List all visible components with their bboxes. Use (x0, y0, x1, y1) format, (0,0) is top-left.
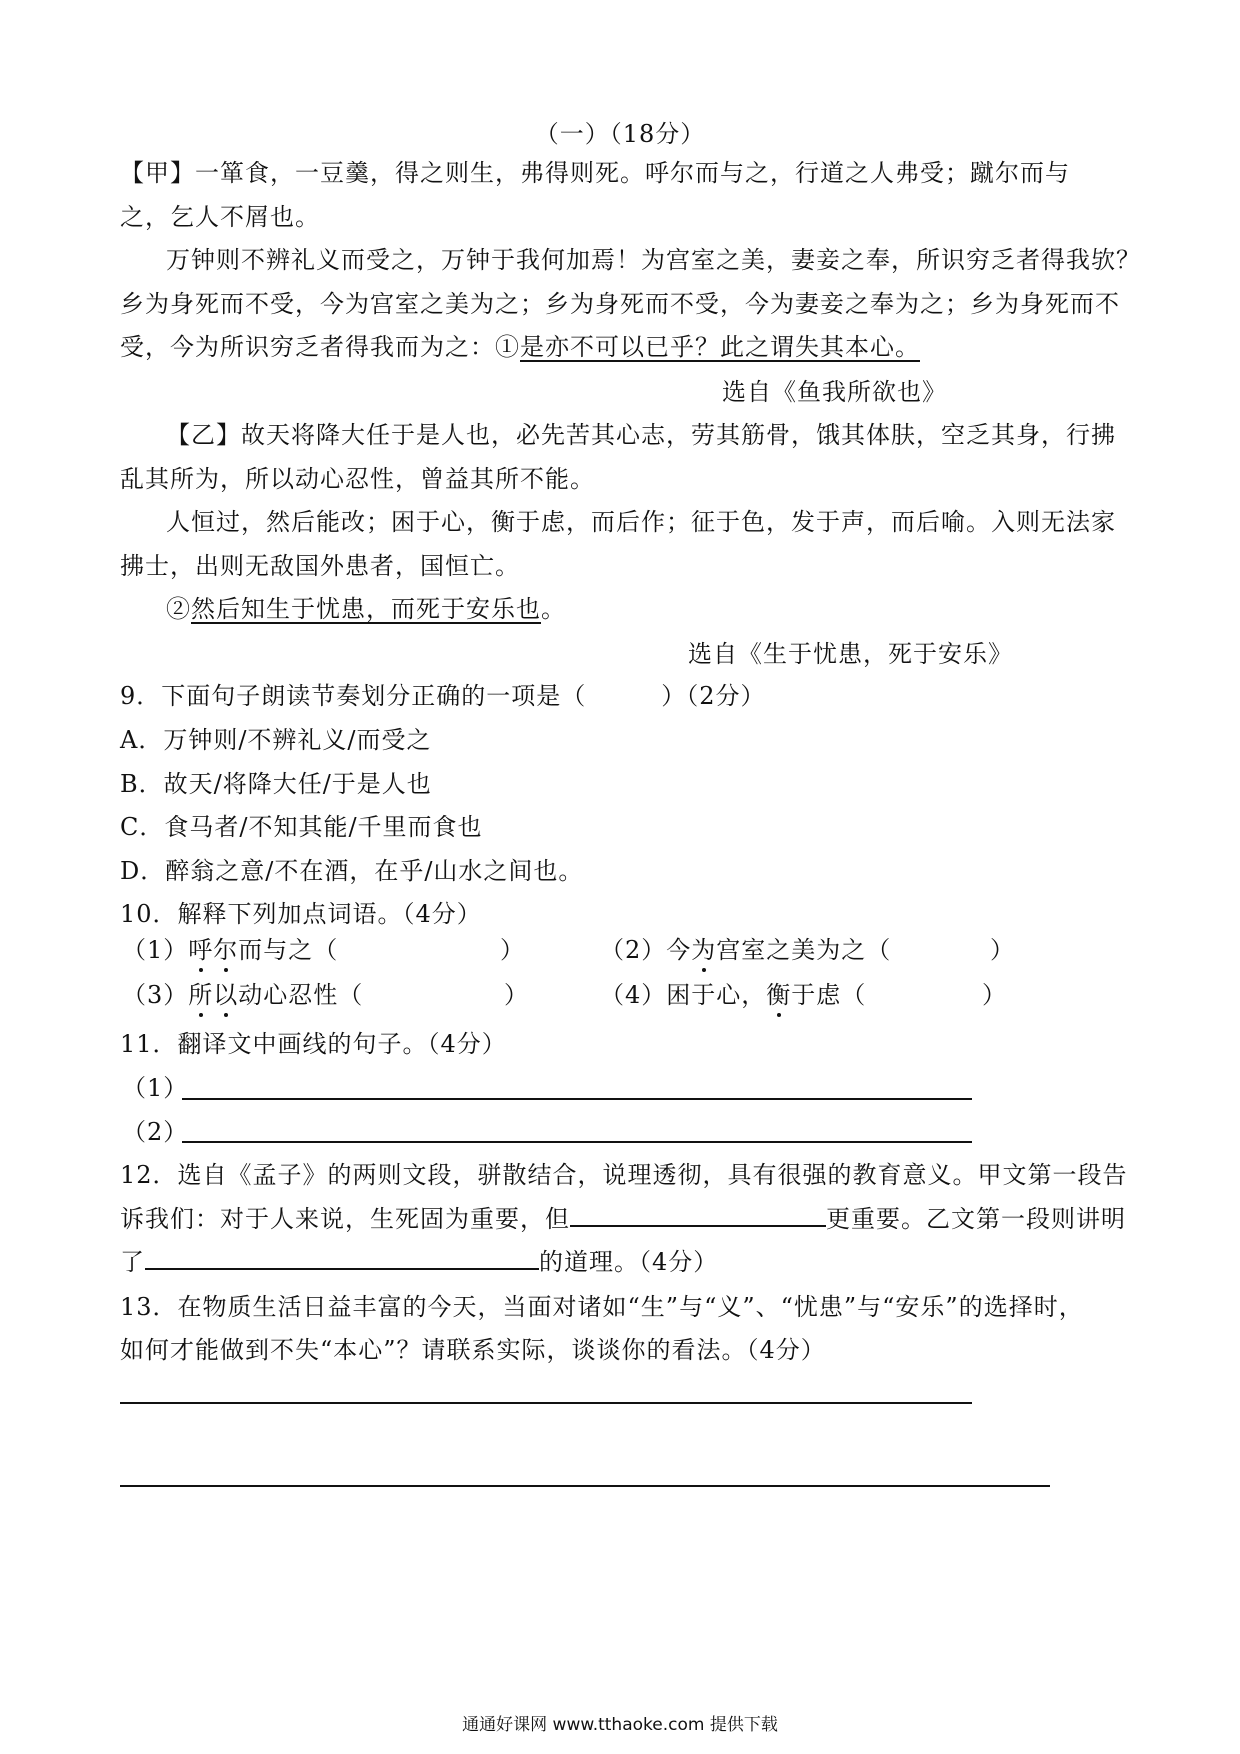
dotted-word: 为 (691, 936, 717, 964)
q12-line (120, 1203, 1126, 1235)
q12-text: 的道理。（4分） (539, 1248, 719, 1276)
q10-item-2-close: ） (990, 936, 1015, 964)
q10-item-2 (600, 934, 891, 966)
dotted-word: 所 (188, 981, 214, 1009)
q12-blank-1[interactable] (570, 1203, 826, 1227)
q9-option-d: D．醉翁之意/不在酒，在乎/山水之间也。 (120, 857, 584, 885)
passage-a-line: 乡为身死而不受，今为宫室之美为之；乡为身死而不受，今为妻妾之奉为之；乡为身死而不 (120, 290, 1120, 318)
q13-answer-line-2[interactable] (120, 1485, 1050, 1487)
passage-a-source: 选自《鱼我所欲也》 (722, 378, 947, 406)
item-number: （4） (600, 981, 667, 1009)
item-number: （1） (122, 936, 189, 964)
q11-answer-line-2[interactable] (182, 1141, 972, 1143)
item-text: 今 (666, 936, 692, 964)
dotted-word: 尔 (213, 936, 239, 964)
passage-a-line: 之，乞人不屑也。 (120, 203, 320, 231)
q13-line: 如何才能做到不失“本心”？请联系实际，谈谈你的看法。（4分） (120, 1336, 826, 1364)
passage-b-line: 乱其所为，所以动心忍性，曾益其所不能。 (120, 465, 595, 493)
q9-stem: 9．下面句子朗读节奏划分正确的一项是（ ）（2分） (120, 682, 766, 710)
q10-item-4-close: ） (982, 981, 1007, 1009)
passage-b-source: 选自《生于忧患，死于安乐》 (688, 640, 1013, 668)
q11-stem: 11．翻译文中画线的句子。（4分） (120, 1030, 507, 1058)
dotted-word: 呼 (188, 936, 214, 964)
item-text: 动心忍性（ (238, 981, 364, 1009)
passage-a-line: 万钟则不辨礼义而受之，万钟于我何加焉！为宫室之美，妻妾之奉，所识穷乏者得我欤？ (166, 246, 1141, 274)
q13-line: 13．在物质生活日益丰富的今天，当面对诸如“生”与“义”、“忧患”与“安乐”的选择时， (120, 1293, 1084, 1321)
item-text: 宫室之美为之（ (716, 936, 892, 964)
dotted-word: 以 (213, 981, 239, 1009)
passage-b-line: 人恒过，然后能改；困于心，衡于虑，而后作；征于色，发于声，而后喻。入则无法家 (166, 508, 1116, 536)
underlined-sentence-2: 然后知生于忧患，而死于安乐也 (191, 595, 541, 623)
q12-text: 诉我们：对于人来说，生死固为重要，但 (120, 1205, 570, 1233)
q10-item-1-close: ） (500, 936, 525, 964)
q10-stem: 10．解释下列加点词语。（4分） (120, 900, 482, 928)
passage-b-line: 拂士，出则无敌国外患者，国恒亡。 (120, 552, 520, 580)
section-heading: （一）（18分） (534, 120, 706, 148)
q12-text: 更重要。乙文第一段则讲明 (826, 1205, 1126, 1233)
passage-b-text: 。 (541, 595, 566, 623)
q9-option-b: B．故天/将降大任/于是人也 (120, 770, 432, 798)
item-text: 于虑（ (791, 981, 867, 1009)
sentence-marker-1: ① (495, 333, 520, 361)
passage-b-line (166, 593, 566, 625)
passage-b-line: 【乙】故天将降大任于是人也，必先苦其心志，劳其筋骨，饿其体肤，空乏其身，行拂 (166, 421, 1116, 449)
q11-label-1: （1） (122, 1074, 189, 1102)
q11-answer-line-1[interactable] (182, 1098, 972, 1100)
item-text: 而与之（ (238, 936, 339, 964)
footer-credit: 通通好课网 www.tthaoke.com 提供下载 (462, 1715, 778, 1735)
q12-line: 12．选自《孟子》的两则文段，骈散结合，说理透彻，具有很强的教育意义。甲文第一段告 (120, 1161, 1128, 1189)
q10-item-4 (600, 979, 866, 1011)
sentence-marker-2: ② (166, 595, 191, 623)
q10-item-3 (122, 979, 363, 1011)
q11-label-2: （2） (122, 1118, 189, 1146)
passage-a-line: 【甲】一箪食，一豆羹，得之则生，弗得则死。呼尔而与之，行道之人弗受；蹴尔而与 (120, 159, 1070, 187)
q9-option-c: C．食马者/不知其能/千里而食也 (120, 813, 483, 841)
q10-item-3-close: ） (504, 981, 529, 1009)
q10-item-1 (122, 934, 338, 966)
q12-text: 了 (120, 1248, 145, 1276)
item-text: 困于心， (666, 981, 767, 1009)
underlined-sentence-1: 是亦不可以已乎？此之谓失其本心。 (520, 333, 920, 361)
dotted-word: 衡 (766, 981, 792, 1009)
passage-a-text: 受，今为所识穷乏者得我而为之： (120, 333, 495, 361)
q12-line (120, 1246, 718, 1278)
q9-option-a: A．万钟则/不辨礼义/而受之 (120, 726, 432, 754)
q13-answer-line-1[interactable] (120, 1402, 972, 1404)
item-number: （3） (122, 981, 189, 1009)
item-number: （2） (600, 936, 667, 964)
q12-blank-2[interactable] (145, 1246, 539, 1270)
passage-a-line (120, 331, 920, 363)
